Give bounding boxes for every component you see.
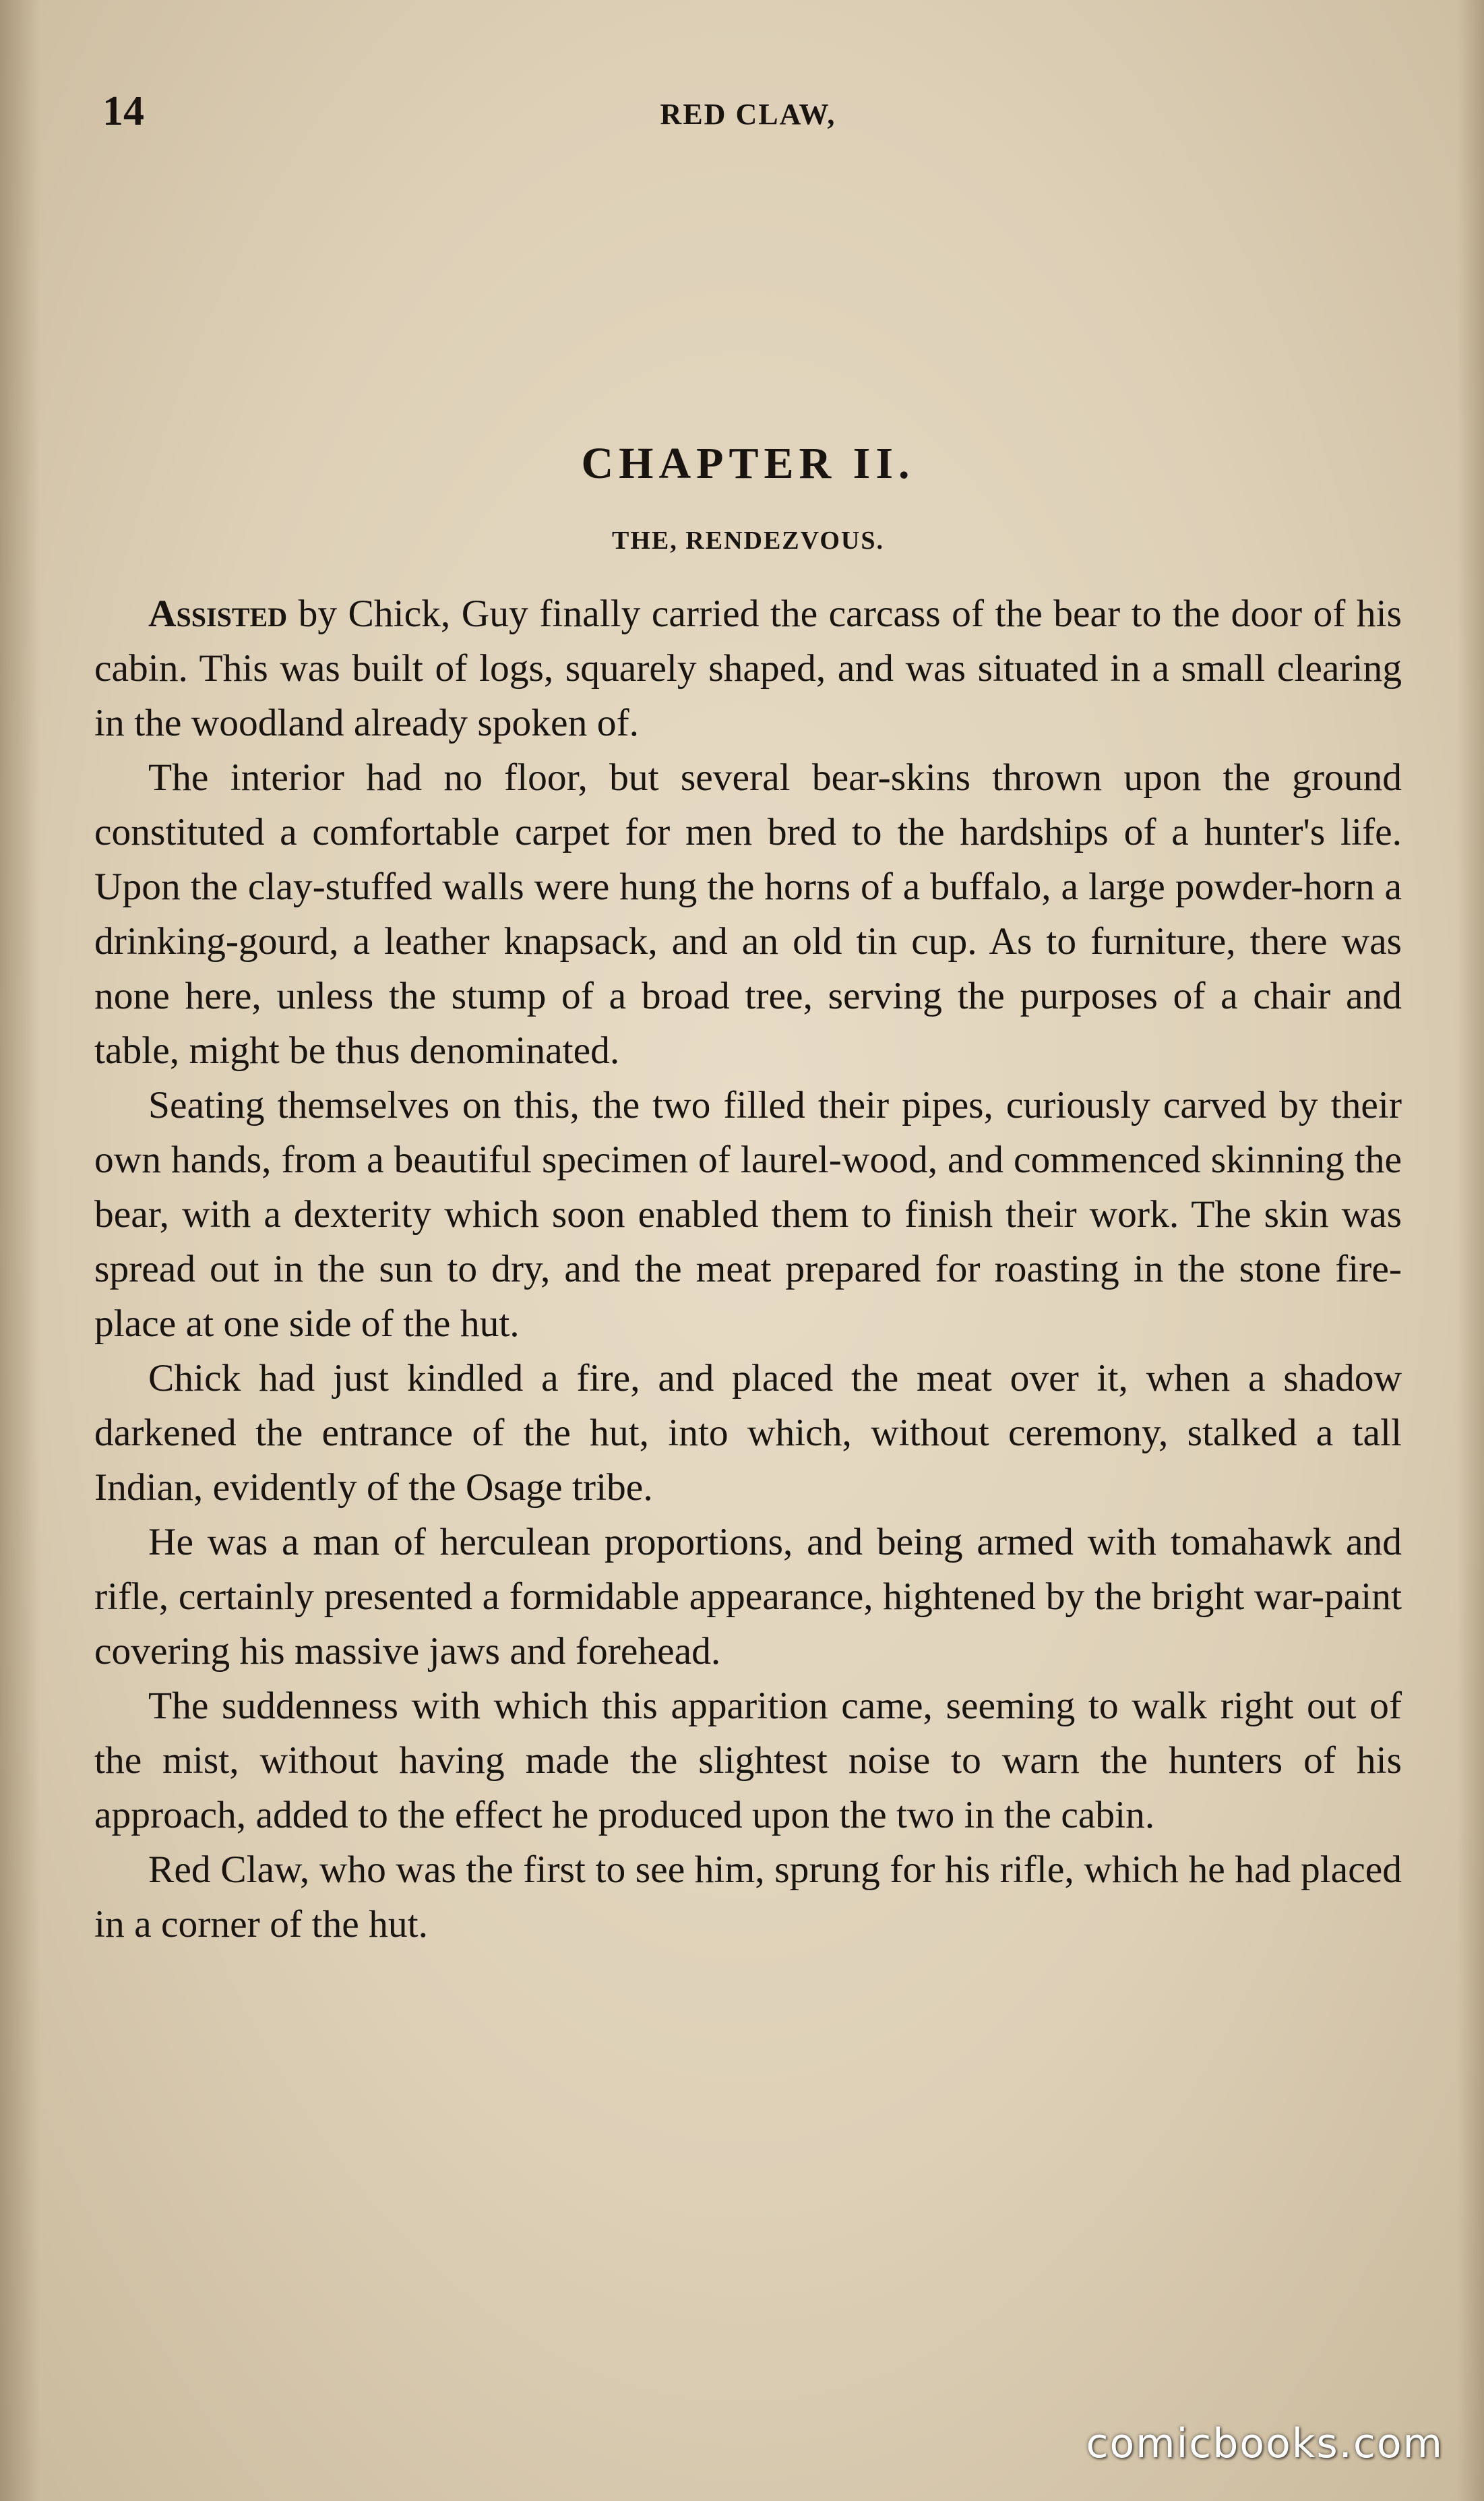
paragraph-text: by Chick, Guy finally carried the carcass of the bear to the door of his cabin. This was built of logs, squarely shaped, and was situated in a small clearing in the woodland already spoken of. xyxy=(94,593,1402,744)
running-title: RED CLAW, xyxy=(660,98,836,131)
paragraph-4 xyxy=(94,1351,1402,1515)
paragraph-text: The interior had no floor, but several bear-skins thrown upon the ground constituted a comfortable carpet for men bred to the hardships of a hunter's life. Upon the clay-stuffed walls were hung the horns of a buffalo, a large powder-horn a drinking-gourd, a leather knapsack, and an old tin cup. As to furniture, there was none here, unless the stump of a broad tree, serving the purposes of a chair and table, might be thus denominated. xyxy=(94,756,1402,1072)
paragraph-7 xyxy=(94,1842,1402,1952)
paragraph-text: Red Claw, who was the first to see him, sprung for his rifle, which he had placed in a corner of the hut. xyxy=(94,1848,1402,1946)
chapter-body xyxy=(94,586,1402,1952)
chapter-title: CHAPTER II. xyxy=(581,439,915,488)
paragraph-3 xyxy=(94,1078,1402,1351)
chapter-subtitle: THE, RENDEZVOUS. xyxy=(612,526,884,555)
page-edge-shadow-left xyxy=(0,0,40,2501)
paragraph-text: Seating themselves on this, the two filled their pipes, curiously carved by their own hands, from a beautiful specimen of laurel-wood, and commenced skinning the bear, with a dexterity which soon enabled them to finish their work. The skin was spread out in the sun to dry, and the meat prepared for roasting in the stone fire-place at one side of the hut. xyxy=(94,1084,1402,1345)
paragraph-1 xyxy=(94,586,1402,750)
page-header xyxy=(94,88,1402,142)
paragraph-text: Chick had just kindled a fire, and placed the meat over it, when a shadow darkened the entrance of the hut, into which, without ceremony, stalked a tall Indian, evidently of the Osage tribe. xyxy=(94,1357,1402,1509)
paragraph-text: The suddenness with which this apparition came, seeming to walk right out of the mist, without having made the slightest noise to warn the hunters of his approach, added to the effect he produced upon the two in the cabin. xyxy=(94,1685,1402,1836)
paragraph-text: He was a man of herculean proportions, and being armed with tomahawk and rifle, certainly presented a formidable appearance, hightened by the bright war-paint covering his massive jaws and forehead. xyxy=(94,1521,1402,1673)
paragraph-5 xyxy=(94,1515,1402,1679)
page-number: 14 xyxy=(102,88,144,134)
watermark: comicbooks.com xyxy=(1086,2420,1444,2467)
paragraph-lead-word: Assisted xyxy=(148,593,288,635)
paragraph-6 xyxy=(94,1679,1402,1842)
page-edge-shadow-right xyxy=(1457,0,1484,2501)
paragraph-2 xyxy=(94,750,1402,1078)
